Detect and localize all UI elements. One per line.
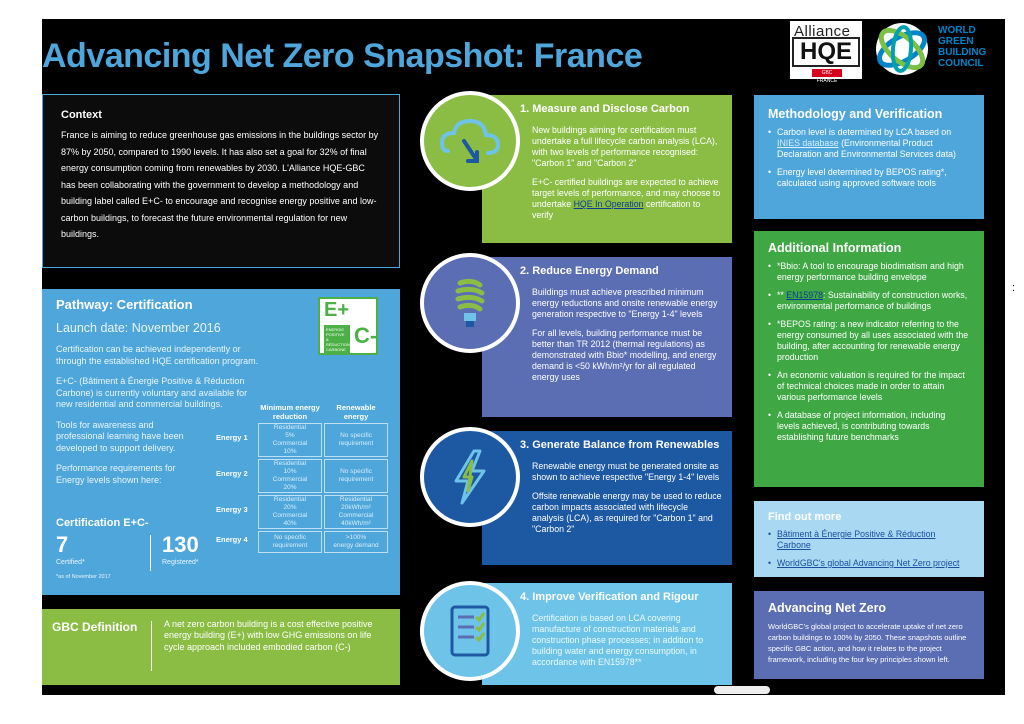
list-item: • Energy level determined by BEPOS rating*, calculated using approved software tools — [768, 167, 970, 189]
logo-gbc-france-text: GBC FRANCE — [812, 69, 842, 77]
lightning-icon — [420, 427, 520, 527]
list-item: • An economic valuation is required for the impact of technical choices made in order to attain various performance levels — [768, 370, 970, 403]
lightbulb-icon — [420, 253, 520, 353]
gbc-definition-text: A net zero carbon building is a cost effective positive energy building (E+) with low GHG emissions on life cycle approach included embodied carbon (C-) — [164, 619, 373, 652]
table-row-label: Energy 2 — [216, 469, 248, 478]
step-heading: 2. Reduce Energy Demand — [520, 265, 659, 277]
side-mark: : — [1012, 282, 1016, 294]
snapshot-page — [42, 19, 1005, 695]
advancing-net-zero-panel — [754, 591, 984, 679]
globe-icon — [872, 19, 932, 79]
asof-note: *as of November 2017 — [56, 574, 111, 580]
count-divider — [150, 535, 151, 571]
worldgbc-text: WORLD GREEN BUILDING COUNCIL — [938, 25, 987, 69]
pathway-heading: Pathway: Certification — [56, 297, 193, 312]
cloud-icon — [420, 91, 520, 191]
pathway-panel — [42, 289, 400, 595]
certified-count: 7 — [56, 532, 69, 557]
scroll-indicator[interactable] — [714, 686, 770, 694]
step-text: Offsite renewable energy may be used to reduce carbon impacts associated with lifecycle analysis (LCA), as required for "Carbon 1" and "Carbon 2" — [532, 491, 722, 534]
step-text: Certification is based on LCA covering manufacture of construction materials and construction phase processes; in addition to building water and energy consumption, in accordance with EN15978** — [532, 613, 704, 667]
pathway-text-1: Certification can be achieved independently or through the established HQE certification program. — [56, 344, 259, 366]
certified-label: Certified* — [56, 559, 85, 566]
table-cell: Residential 20kWh/m² Commercial 40kWh/m² — [324, 495, 388, 529]
methodology-panel — [754, 95, 984, 219]
pathway-text-3: Tools for awareness and professional learning have been developed to support delivery. — [56, 419, 184, 453]
en15978-link[interactable]: EN15978 — [786, 290, 823, 300]
step-heading: 3. Generate Balance from Renewables — [520, 439, 720, 451]
context-text: France is aiming to reduce greenhouse gas emissions in the buildings sector by 87% by 2050, compared to 1990 levels. It has also set a goal for 32% of final energy consumption coming from renewables by 2030. L'Alliance HQE-GBC has been collaborating with the government to develop a methodology and building label called E+C- to encourage and recognise energy positive and low-carbon buildings, to forecast the future environmental regulation for new buildings. — [61, 130, 379, 239]
gbc-definition-panel — [42, 609, 400, 685]
logo-alliance-text: Alliance — [794, 23, 851, 40]
table-cell: Residential 5% Commercial 10% — [258, 423, 322, 457]
checklist-icon — [420, 581, 520, 681]
inies-database-link[interactable]: INIES database — [777, 138, 839, 148]
step-generate-renewables — [482, 431, 732, 565]
findout-heading: Find out more — [768, 511, 842, 523]
list-item: • *Bbio: A tool to encourage biodimatism and high energy performance building envelope — [768, 261, 970, 283]
step-text: New buildings aiming for certification must undertake a full lifecycle carbon analysis (LCA), with two levels of performance recognised: "Carbon 1" and "Carbon 2" — [532, 125, 718, 168]
step-text: E+C- certified buildings are expected to achieve target levels of performance, and may choose to undertake HQE In Operation certification to verify — [532, 177, 721, 220]
step-text: Renewable energy must be generated onsite as shown to achieve respective "Energy 1-4" levels — [532, 461, 720, 482]
step-text: For all levels, building performance must be better than TR 2012 (thermal regulations) as demonstrated with Bbio* modelling, and energy demand is <50 kWh/m²/yr for all regulated energy uses — [532, 328, 717, 382]
table-cell: Residential 10% Commercial 20% — [258, 459, 322, 493]
table-cell: No specific requirement — [258, 531, 322, 553]
step-text: Buildings must achieve prescribed minimum energy reductions and onsite renewable energy generation respective to "Energy 1-4" levels — [532, 287, 718, 319]
pathway-text-2: E+C- (Bâtiment à Énergie Positive & Réduction Carbone) is currently voluntary and available for new residential and commercial buildings. — [56, 376, 248, 409]
certification-heading: Certification E+C- — [56, 517, 149, 529]
methodology-heading: Methodology and Verification — [768, 107, 943, 121]
anz-text: WorldGBC's global project to accelerate uptake of net zero carbon buildings to 100% by 2050. These snapshots outline specific GBC action, and how it relates to the project framework, including the four key principles shown left. — [768, 622, 967, 664]
hqe-in-operation-link[interactable]: HQE In Operation — [573, 199, 644, 209]
table-cell: Residential 20% Commercial 40% — [258, 495, 322, 529]
alliance-hqe-logo — [790, 21, 862, 84]
table-row-label: Energy 1 — [216, 433, 248, 442]
advancing-net-zero-link[interactable]: • WorldGBC's global Advancing Net Zero project — [768, 558, 970, 569]
table-cell: No specific requirement — [324, 423, 388, 457]
table-header-ren: Renewable energy — [336, 403, 376, 421]
step-heading: 4. Improve Verification and Rigour — [520, 591, 699, 603]
pathway-text-4: Performance requirements for Energy levels shown here: — [56, 463, 176, 485]
context-heading: Context — [61, 109, 102, 121]
gbc-definition-heading: GBC Definition — [52, 620, 138, 634]
additional-info-panel — [754, 231, 984, 487]
logo-hqe-text: HQE — [792, 37, 860, 67]
step-heading: 1. Measure and Disclose Carbon — [520, 103, 690, 115]
bepos-link[interactable]: • Bâtiment à Énergie Positive & Réduction Carbone — [768, 529, 970, 551]
table-row-label: Energy 3 — [216, 505, 248, 514]
step-measure-disclose — [482, 95, 732, 243]
launch-date: Launch date: November 2016 — [56, 321, 221, 335]
registered-count: 130 — [162, 532, 199, 557]
gbc-divider — [151, 621, 152, 671]
table-header-min: Minimum energy reduction — [260, 403, 320, 421]
page-title: Advancing Net Zero Snapshot: France — [42, 37, 643, 75]
list-item: • ** EN15978: Sustainability of construction works, environmental performance of buildings — [768, 290, 970, 312]
anz-heading: Advancing Net Zero — [768, 601, 887, 615]
list-item: • *BEPOS rating: a new indicator referring to the energy consumed by all uses associated with the building, after accounting for renewable energy production — [768, 319, 970, 363]
list-item: • Carbon level is determined by LCA based on INIES database (Environmental Product Declaration and Environmental Services data) — [768, 127, 970, 160]
find-out-more-panel — [754, 501, 984, 577]
registered-label: Registered* — [162, 559, 199, 566]
step-reduce-energy — [482, 257, 732, 417]
table-cell: No specific requirement — [324, 459, 388, 493]
list-item: • A database of project information, including levels achieved, is contributing towards establishing future benchmarks — [768, 410, 970, 443]
ec-label-logo: E+ ÉNERGIE POSITIVE & RÉDUCTION CARBONE C- — [318, 297, 378, 355]
table-row-label: Energy 4 — [216, 535, 248, 544]
additional-heading: Additional Information — [768, 241, 902, 255]
worldgbc-logo — [872, 19, 1004, 79]
context-panel — [42, 94, 400, 268]
table-cell: >100% energy demand — [324, 531, 388, 553]
